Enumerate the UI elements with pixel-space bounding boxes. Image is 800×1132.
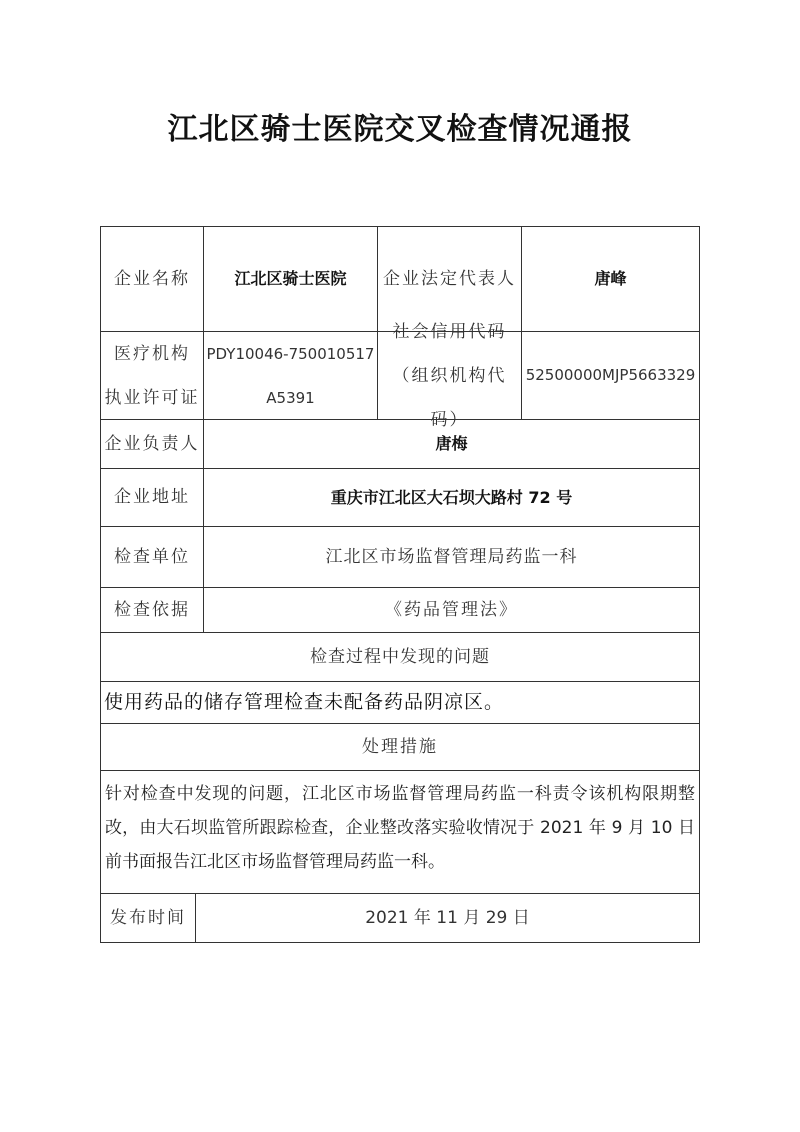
credit-code-label-line1: 社会信用代码 (392, 321, 507, 342)
address-label-text: 企业地址 (114, 487, 190, 508)
credit-code-value-text: 52500000MJP5663329 (525, 366, 696, 385)
address-label (100, 468, 204, 527)
measures-header (100, 723, 700, 771)
inspect-basis-value-text: 《药品管理法》 (385, 599, 518, 620)
legal-rep-value (521, 226, 700, 332)
enterprise-name-label (100, 226, 204, 332)
address-value-text: 重庆市江北区大石坝大路村 72 号 (330, 487, 573, 507)
responsible-label-text: 企业负责人 (104, 433, 200, 454)
responsible-value (203, 419, 700, 469)
license-label-line2: 执业许可证 (104, 387, 200, 408)
problems-header-text: 检查过程中发现的问题 (310, 646, 490, 667)
inspect-unit-value (203, 526, 700, 588)
inspect-unit-label-text: 检查单位 (114, 546, 190, 567)
credit-code-label-line2: （组织机构代码） (392, 365, 507, 430)
license-label-line1: 医疗机构 (114, 343, 190, 364)
responsible-value-text: 唐梅 (435, 434, 468, 454)
measures-content (100, 770, 700, 894)
responsible-label (100, 419, 204, 469)
measures-text: 针对检查中发现的问题，江北区市场监督管理局药监一科责令该机构限期整改，由大石坝监管所跟踪检查，企业整改落实验收情况于 2021 年 9 月 10 日前书面报告江北区市场监督管理局药监一科。 (105, 784, 695, 872)
problems-header (100, 632, 700, 682)
license-label (100, 331, 204, 420)
enterprise-name-value-text: 江北区骑士医院 (234, 269, 347, 289)
measures-header-text: 处理措施 (362, 736, 438, 757)
inspect-basis-label-text: 检查依据 (114, 599, 190, 620)
credit-code-label (377, 321, 522, 430)
problems-text: 使用药品的储存管理检查未配备药品阴凉区。 (104, 690, 505, 713)
enterprise-name-label-text: 企业名称 (114, 268, 190, 289)
legal-rep-label-text: 企业法定代表人 (383, 268, 516, 289)
credit-code-value (521, 331, 700, 420)
legal-rep-value-text: 唐峰 (594, 269, 627, 289)
inspect-basis-value (203, 587, 700, 633)
report-table (100, 226, 700, 943)
publish-time-label-text: 发布时间 (110, 907, 186, 928)
license-value (203, 331, 378, 420)
enterprise-name-value (203, 226, 378, 332)
inspect-basis-label (100, 587, 204, 633)
license-value-line2: A5391 (266, 388, 315, 407)
inspect-unit-label (100, 526, 204, 588)
address-value (203, 468, 700, 527)
page-title: 江北区骑士医院交叉检查情况通报 (167, 112, 633, 147)
license-value-line1: PDY10046-750010517 (206, 344, 375, 363)
publish-time-value-text: 2021 年 11 月 29 日 (365, 907, 530, 928)
publish-time-value (195, 893, 700, 943)
inspect-unit-value-text: 江北区市场监督管理局药监一科 (325, 546, 578, 567)
problems-content (100, 681, 700, 724)
publish-time-label (100, 893, 196, 943)
